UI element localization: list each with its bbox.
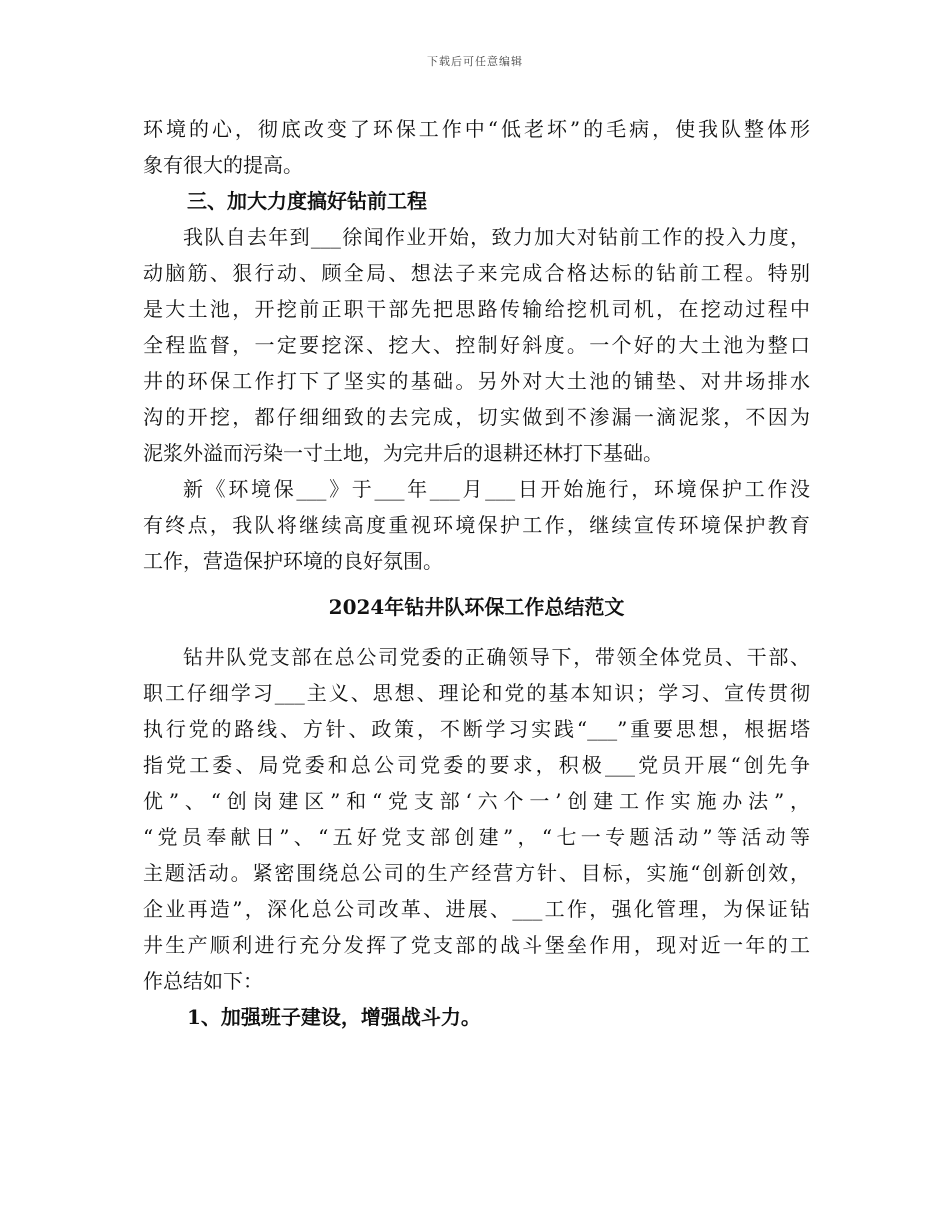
paragraph-line: 作总结如下：	[143, 969, 263, 993]
paragraph-line: 优”、“创岗建区”和“党支部‘六个一’创建工作实施办法”，	[143, 789, 810, 813]
paragraph-line: 环境的心，彻底改变了环保工作中“低老坏”的毛病，使我队整体形	[143, 117, 810, 141]
page-header: 下载后可任意编辑	[427, 55, 523, 68]
paragraph-line: 全程监督，一定要挖深、挖大、控制好斜度。一个好的大土池为整口	[143, 333, 810, 357]
paragraph-line: 职工仔细学习___主义、思想、理论和党的基本知识；学习、宣传贯彻	[143, 681, 810, 705]
paragraph-line: 执行党的路线、方针、政策，不断学习实践“___”重要思想，根据塔	[143, 717, 810, 741]
paragraph-line: 井的环保工作打下了坚实的基础。另外对大土池的铺垫、对井场排水	[143, 369, 810, 393]
paragraph-line: “党员奉献日”、“五好党支部创建”，“七一专题活动”等活动等	[143, 825, 810, 849]
document-body	[143, 111, 810, 1035]
paragraph-line: 新《环境保___》于___年___月___日开始施行，环境保护工作没	[183, 477, 810, 501]
paragraph-line: 主题活动。紧密围绕总公司的生产经营方针、目标，实施“创新创效，	[143, 861, 810, 885]
section-heading: 三、加大力度搞好钻前工程	[187, 189, 427, 213]
paragraph-line: 井生产顺利进行充分发挥了党支部的战斗堡垒作用，现对近一年的工	[143, 933, 810, 957]
paragraph-line: 我队自去年到___徐闻作业开始，致力加大对钻前工作的投入力度，	[183, 225, 810, 249]
article-title: 2024年钻井队环保工作总结范文	[328, 595, 625, 619]
paragraph-line: 象有很大的提高。	[143, 153, 303, 177]
section-subheading: 1、加强班子建设，增强战斗力。	[187, 1005, 481, 1029]
paragraph-line: 是大土池，开挖前正职干部先把思路传输给挖机司机，在挖动过程中	[143, 297, 810, 321]
paragraph-line: 泥浆外溢而污染一寸土地，为完井后的退耕还林打下基础。	[143, 441, 663, 465]
paragraph-line: 企业再造”，深化总公司改革、进展、___工作，强化管理，为保证钻	[143, 897, 810, 921]
paragraph-line: 钻井队党支部在总公司党委的正确领导下，带领全体党员、干部、	[183, 645, 810, 669]
paragraph-line: 有终点，我队将继续高度重视环境保护工作，继续宣传环境保护教育	[143, 513, 810, 537]
paragraph-line: 工作，营造保护环境的良好氛围。	[143, 549, 443, 573]
paragraph-line: 沟的开挖，都仔细细致的去完成，切实做到不渗漏一滴泥浆，不因为	[143, 405, 810, 429]
paragraph-line: 指党工委、局党委和总公司党委的要求，积极___党员开展“创先争	[143, 753, 810, 777]
paragraph-line: 动脑筋、狠行动、顾全局、想法子来完成合格达标的钻前工程。特别	[143, 261, 810, 285]
